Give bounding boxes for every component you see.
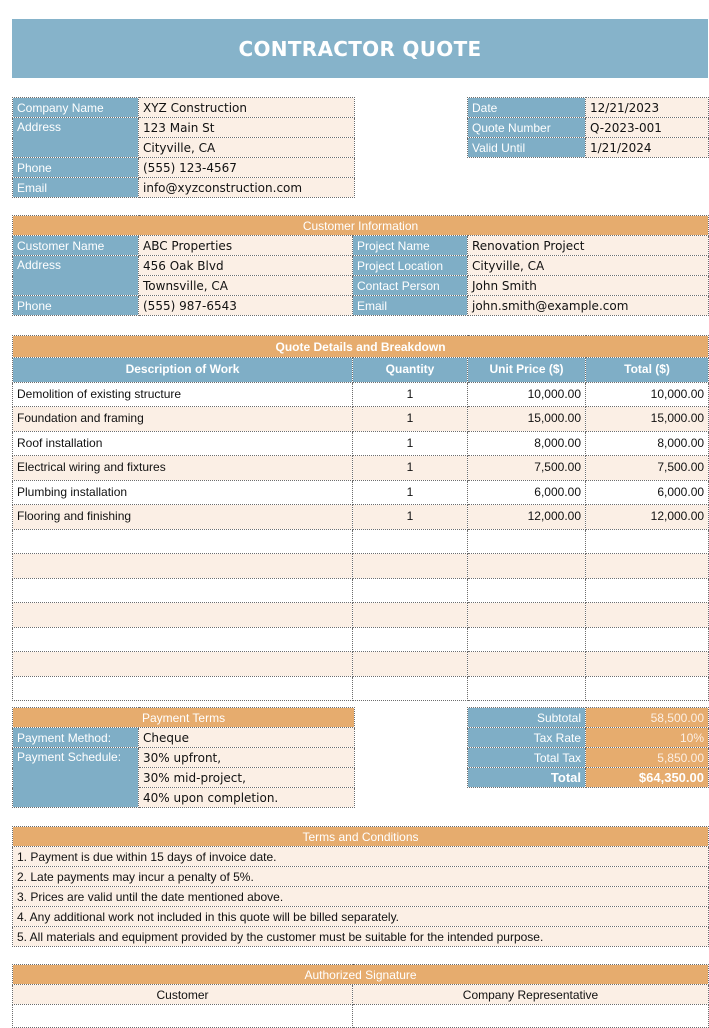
company-phone-value: (555) 123-4567	[139, 158, 355, 178]
empty-row	[13, 578, 709, 603]
company-phone-label: Phone	[13, 158, 139, 178]
empty-row	[13, 627, 709, 652]
company-email-value: info@xyzconstruction.com	[139, 178, 355, 198]
totals-table	[467, 707, 709, 788]
company-address-line1: 123 Main St	[139, 118, 355, 138]
customer-name-value: ABC Properties	[139, 236, 353, 256]
page-title: CONTRACTOR QUOTE	[12, 19, 708, 78]
project-location-label: Project Location	[353, 256, 468, 276]
tax-rate-value: 10%	[586, 728, 709, 748]
row-unit-price: 10,000.00	[468, 382, 586, 407]
quote-date-value: 12/21/2023	[586, 98, 709, 118]
total-tax-label: Total Tax	[468, 748, 586, 768]
customer-phone-label: Phone	[13, 296, 139, 316]
row-quantity: 1	[353, 407, 468, 432]
project-name-label: Project Name	[353, 236, 468, 256]
table-row	[13, 382, 709, 407]
valid-until-value: 1/21/2024	[586, 138, 709, 158]
row-quantity: 1	[353, 382, 468, 407]
company-info-table	[12, 97, 355, 198]
terms-section-title: Terms and Conditions	[13, 827, 709, 847]
row-unit-price: 8,000.00	[468, 431, 586, 456]
quote-details-table	[12, 335, 709, 701]
payment-terms-table	[12, 707, 355, 808]
contact-person-value: John Smith	[468, 276, 709, 296]
payment-method-value: Cheque	[139, 728, 355, 748]
customer-address-line2: Townsville, CA	[139, 276, 353, 296]
row-unit-price: 12,000.00	[468, 505, 586, 530]
row-unit-price: 15,000.00	[468, 407, 586, 432]
payment-section-title: Payment Terms	[13, 708, 355, 728]
customer-section-title: Customer Information	[13, 216, 709, 236]
column-header-description: Description of Work	[13, 358, 353, 383]
row-total: 12,000.00	[586, 505, 709, 530]
payment-schedule-label: Payment Schedule:	[13, 748, 139, 808]
row-quantity: 1	[353, 505, 468, 530]
row-unit-price: 6,000.00	[468, 480, 586, 505]
subtotal-value: 58,500.00	[586, 708, 709, 728]
signature-rep-label: Company Representative	[353, 985, 709, 1005]
terms-item: 5. All materials and equipment provided by the customer must be suitable for the intended purpose.	[13, 927, 709, 947]
row-description: Foundation and framing	[13, 407, 353, 432]
empty-row	[13, 652, 709, 677]
signature-rep-field[interactable]	[353, 1005, 709, 1028]
table-row	[13, 431, 709, 456]
row-description: Plumbing installation	[13, 480, 353, 505]
column-header-unit-price: Unit Price ($)	[468, 358, 586, 383]
company-name-label: Company Name	[13, 98, 139, 118]
terms-item: 1. Payment is due within 15 days of invoice date.	[13, 847, 709, 867]
project-location-value: Cityville, CA	[468, 256, 709, 276]
signature-table	[12, 964, 709, 1028]
customer-phone-value: (555) 987-6543	[139, 296, 353, 316]
project-name-value: Renovation Project	[468, 236, 709, 256]
row-total: 6,000.00	[586, 480, 709, 505]
valid-until-label: Valid Until	[468, 138, 586, 158]
terms-item: 2. Late payments may incur a penalty of 5%.	[13, 867, 709, 887]
column-header-quantity: Quantity	[353, 358, 468, 383]
customer-email-value: john.smith@example.com	[468, 296, 709, 316]
payment-schedule-item: 30% mid-project,	[139, 768, 355, 788]
subtotal-label: Subtotal	[468, 708, 586, 728]
row-quantity: 1	[353, 456, 468, 481]
signature-customer-field[interactable]	[13, 1005, 353, 1028]
customer-name-label: Customer Name	[13, 236, 139, 256]
table-row	[13, 505, 709, 530]
customer-info-table	[12, 215, 709, 316]
tax-rate-label: Tax Rate	[468, 728, 586, 748]
quote-number-value: Q-2023-001	[586, 118, 709, 138]
row-unit-price: 7,500.00	[468, 456, 586, 481]
signature-section-title: Authorized Signature	[13, 965, 709, 985]
table-row	[13, 456, 709, 481]
quote-date-label: Date	[468, 98, 586, 118]
payment-schedule-item: 30% upfront,	[139, 748, 355, 768]
row-quantity: 1	[353, 431, 468, 456]
quote-number-label: Quote Number	[468, 118, 586, 138]
payment-schedule-item: 40% upon completion.	[139, 788, 355, 808]
row-total: 7,500.00	[586, 456, 709, 481]
row-description: Roof installation	[13, 431, 353, 456]
row-description: Electrical wiring and fixtures	[13, 456, 353, 481]
company-email-label: Email	[13, 178, 139, 198]
grand-total-label: Total	[468, 768, 586, 788]
row-total: 15,000.00	[586, 407, 709, 432]
column-header-total: Total ($)	[586, 358, 709, 383]
table-row	[13, 480, 709, 505]
contact-person-label: Contact Person	[353, 276, 468, 296]
empty-row	[13, 529, 709, 554]
row-quantity: 1	[353, 480, 468, 505]
table-row	[13, 407, 709, 432]
company-address-label: Address	[13, 118, 139, 158]
details-section-title: Quote Details and Breakdown	[13, 336, 709, 358]
row-description: Demolition of existing structure	[13, 382, 353, 407]
company-address-line2: Cityville, CA	[139, 138, 355, 158]
payment-method-label: Payment Method:	[13, 728, 139, 748]
empty-row	[13, 554, 709, 579]
row-total: 8,000.00	[586, 431, 709, 456]
terms-item: 4. Any additional work not included in this quote will be billed separately.	[13, 907, 709, 927]
customer-email-label: Email	[353, 296, 468, 316]
company-name-value: XYZ Construction	[139, 98, 355, 118]
row-description: Flooring and finishing	[13, 505, 353, 530]
signature-customer-label: Customer	[13, 985, 353, 1005]
empty-row	[13, 676, 709, 701]
total-tax-value: 5,850.00	[586, 748, 709, 768]
terms-item: 3. Prices are valid until the date mentioned above.	[13, 887, 709, 907]
customer-address-line1: 456 Oak Blvd	[139, 256, 353, 276]
quote-info-table	[467, 97, 709, 158]
customer-address-label: Address	[13, 256, 139, 296]
grand-total-value: $64,350.00	[586, 768, 709, 788]
terms-table	[12, 826, 709, 947]
empty-row	[13, 603, 709, 628]
row-total: 10,000.00	[586, 382, 709, 407]
